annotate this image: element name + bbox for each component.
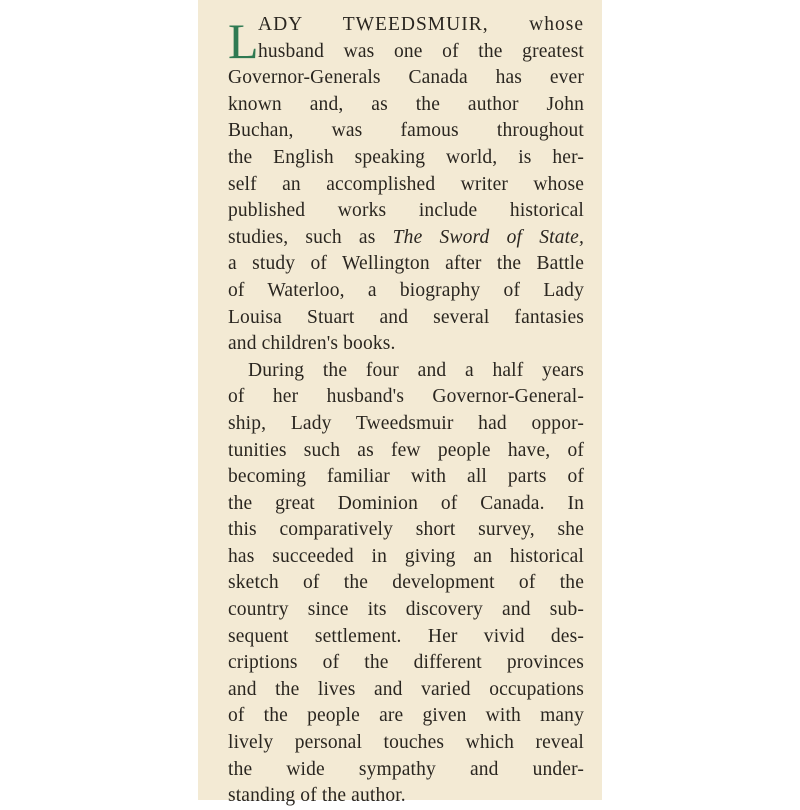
text-line: of the people are given with many: [228, 705, 584, 727]
text-line: sequent settlement. Her vivid des-: [228, 625, 584, 647]
text-line: known and, as the author John: [228, 93, 584, 115]
text-line: criptions of the different provinces: [228, 652, 584, 674]
text-line: the great Dominion of Canada. In: [228, 492, 584, 514]
text-line: country since its discovery and sub-: [228, 599, 584, 621]
book-page: [198, 0, 602, 807]
text-line: becoming familiar with all parts of: [228, 466, 584, 488]
text-line: [228, 225, 584, 252]
text-line: Buchan, was famous throughout: [228, 120, 584, 142]
text-line: the wide sympathy and under-: [228, 758, 584, 780]
text-line: ship, Lady Tweedsmuir had oppor-: [228, 412, 584, 434]
text-line: standing of the author.: [228, 785, 406, 807]
text-line: husband was one of the greatest: [258, 40, 584, 62]
text-line: of Waterloo, a biography of Lady: [228, 279, 584, 301]
text-line: Louisa Stuart and several fantasies: [228, 306, 584, 328]
text-line: of her husband's Governor-General-: [228, 386, 584, 408]
text-fragment: studies, such as: [228, 226, 376, 248]
text-line: and the lives and varied occupations: [228, 678, 584, 700]
text-line: During the four and a half years: [248, 359, 584, 381]
text-line: lively personal touches which reveal: [228, 732, 584, 754]
text-line: Governor-Generals Canada has ever: [228, 67, 584, 89]
text-line: this comparatively short survey, she: [228, 519, 584, 541]
text-line: and children's books.: [228, 333, 396, 355]
text-line: a study of Wellington after the Battle: [228, 253, 584, 275]
drop-cap: L: [228, 13, 259, 69]
text-line: the English speaking world, is her-: [228, 146, 584, 168]
text-line: sketch of the development of the: [228, 572, 584, 594]
text-line: ADY TWEEDSMUIR, whose: [258, 14, 584, 35]
text-line: self an accomplished writer whose: [228, 173, 584, 195]
text-line: published works include historical: [228, 200, 584, 222]
blurb-text: [228, 12, 584, 810]
text-line: has succeeded in giving an historical: [228, 545, 584, 567]
book-title: The Sword of State,: [392, 226, 584, 248]
text-line: tunities such as few people have, of: [228, 439, 584, 461]
